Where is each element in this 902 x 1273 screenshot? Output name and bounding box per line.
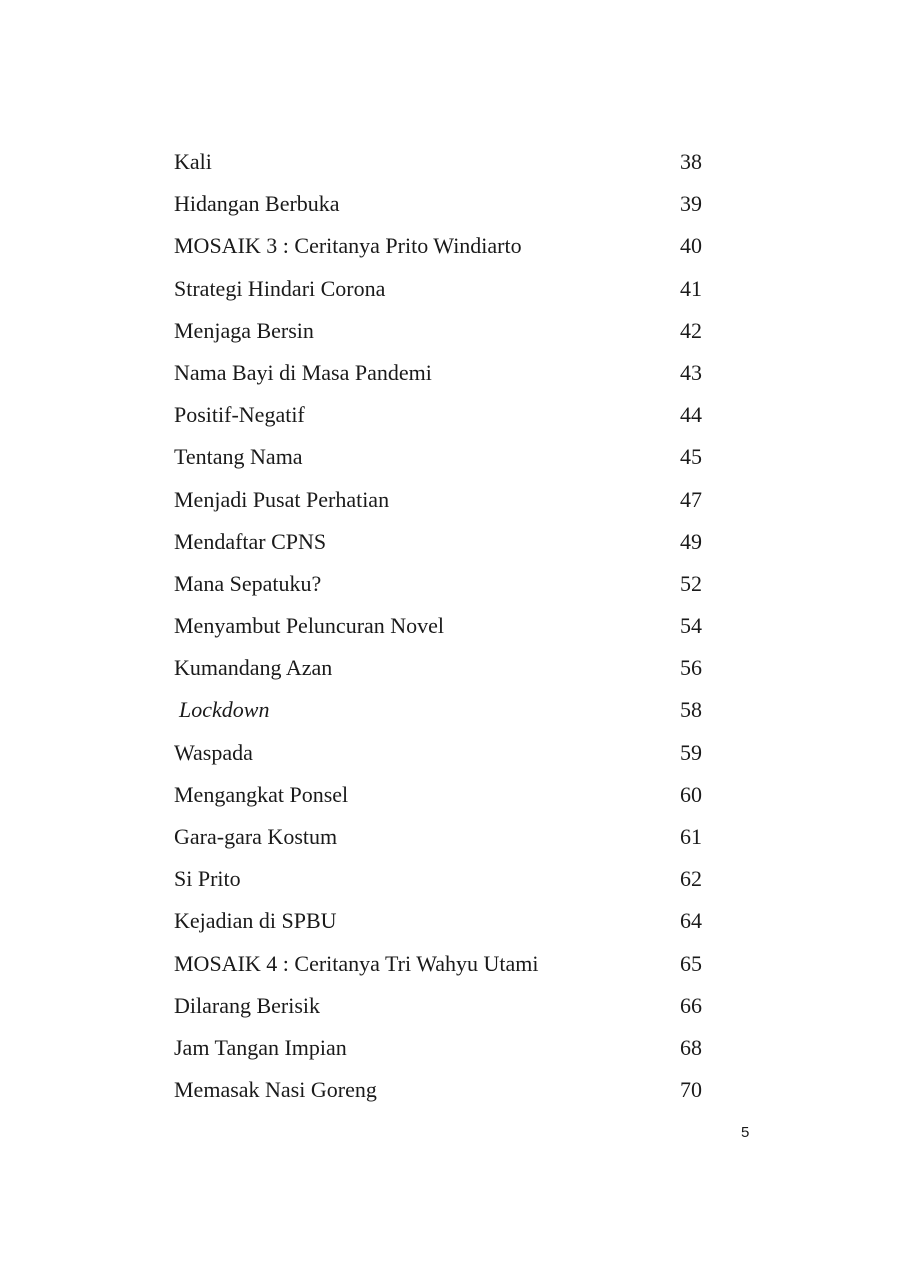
toc-entry	[174, 689, 702, 731]
toc-entry-page: 41	[680, 275, 702, 301]
toc-entry	[174, 985, 702, 1027]
toc-entry-title: Gara-gara Kostum	[174, 824, 338, 849]
toc-entry-title: Kumandang Azan	[174, 655, 333, 681]
toc-entry-title: Menjaga Bersin	[174, 317, 314, 343]
toc-entry	[174, 563, 702, 605]
toc-entry-page: 70	[680, 1077, 702, 1103]
toc-entry	[174, 268, 702, 310]
toc-entry-title: Hidangan Berbuka	[174, 191, 340, 217]
toc-entry-page: 39	[680, 191, 702, 217]
toc-entry	[174, 774, 702, 816]
toc-entry	[174, 310, 702, 352]
toc-entry	[174, 1027, 702, 1069]
toc-entry-title: Kejadian di SPBU	[174, 908, 337, 934]
toc-entry-title: Lockdown	[179, 697, 270, 723]
toc-entry-title: Tentang Nama	[174, 444, 303, 470]
toc-entry-title: Menyambut Peluncuran Novel	[174, 613, 445, 639]
toc-entry-page: 56	[680, 655, 702, 681]
toc-entry-page: 58	[680, 697, 702, 723]
toc-entry	[174, 479, 702, 521]
toc-entry-page: 43	[680, 359, 702, 385]
toc-entry	[174, 352, 702, 394]
toc-entry-page: 60	[680, 781, 702, 807]
toc-entry	[174, 858, 702, 900]
toc-entry	[174, 732, 702, 774]
toc-entry-page: 59	[680, 739, 702, 765]
toc-entry-title: MOSAIK 3 : Ceritanya Prito Windiarto	[174, 233, 522, 259]
toc-entry-title: Positif-Negatif	[174, 402, 305, 428]
toc-entry-page: 68	[680, 1034, 702, 1060]
toc-entry-page: 64	[680, 908, 702, 934]
toc-entry-title: Mendaftar CPNS	[174, 528, 327, 554]
toc-entry-title: Dilarang Berisik	[174, 992, 321, 1018]
toc-entry-page: 65	[680, 950, 702, 976]
toc-entry-title: Mengangkat Ponsel	[174, 781, 349, 807]
toc-entry-page: 44	[680, 402, 702, 428]
toc-entry-page: 45	[680, 444, 702, 470]
toc-entry	[174, 605, 702, 647]
toc-entry-page: 54	[680, 613, 702, 639]
toc-entry-page: 40	[680, 233, 702, 259]
toc-entry	[174, 183, 702, 225]
toc-entry-page: 42	[680, 317, 702, 343]
toc-entry	[174, 521, 702, 563]
toc-entry-title: Memasak Nasi Goreng	[174, 1077, 377, 1103]
toc-entry-page: 61	[680, 824, 702, 849]
table-of-contents	[174, 141, 702, 1111]
toc-entry-title: Menjadi Pusat Perhatian	[174, 486, 390, 512]
toc-entry-title: Strategi Hindari Corona	[174, 275, 386, 301]
toc-entry	[174, 141, 702, 183]
toc-entry	[174, 1069, 702, 1111]
toc-entry-page: 49	[680, 528, 702, 554]
toc-entry-title: Waspada	[174, 739, 253, 765]
toc-entry	[174, 436, 702, 478]
toc-entry	[174, 816, 702, 858]
toc-entry	[174, 900, 702, 942]
toc-entry-page: 62	[680, 866, 702, 892]
toc-entry-page: 38	[680, 149, 702, 174]
toc-entry-title: Nama Bayi di Masa Pandemi	[174, 359, 432, 385]
toc-entry-title: Si Prito	[174, 866, 241, 892]
toc-entry	[174, 225, 702, 267]
toc-entry	[174, 394, 702, 436]
toc-entry-page: 47	[680, 486, 702, 512]
toc-entry-page: 52	[680, 570, 702, 596]
toc-entry-title: Mana Sepatuku?	[174, 570, 322, 596]
toc-entry	[174, 943, 702, 985]
toc-entry-title: MOSAIK 4 : Ceritanya Tri Wahyu Utami	[174, 950, 539, 976]
toc-entry-title: Kali	[174, 149, 212, 174]
toc-entry-title: Jam Tangan Impian	[174, 1034, 347, 1060]
toc-entry	[174, 647, 702, 689]
page-number: 5	[741, 1124, 750, 1141]
toc-entry-page: 66	[680, 992, 702, 1018]
